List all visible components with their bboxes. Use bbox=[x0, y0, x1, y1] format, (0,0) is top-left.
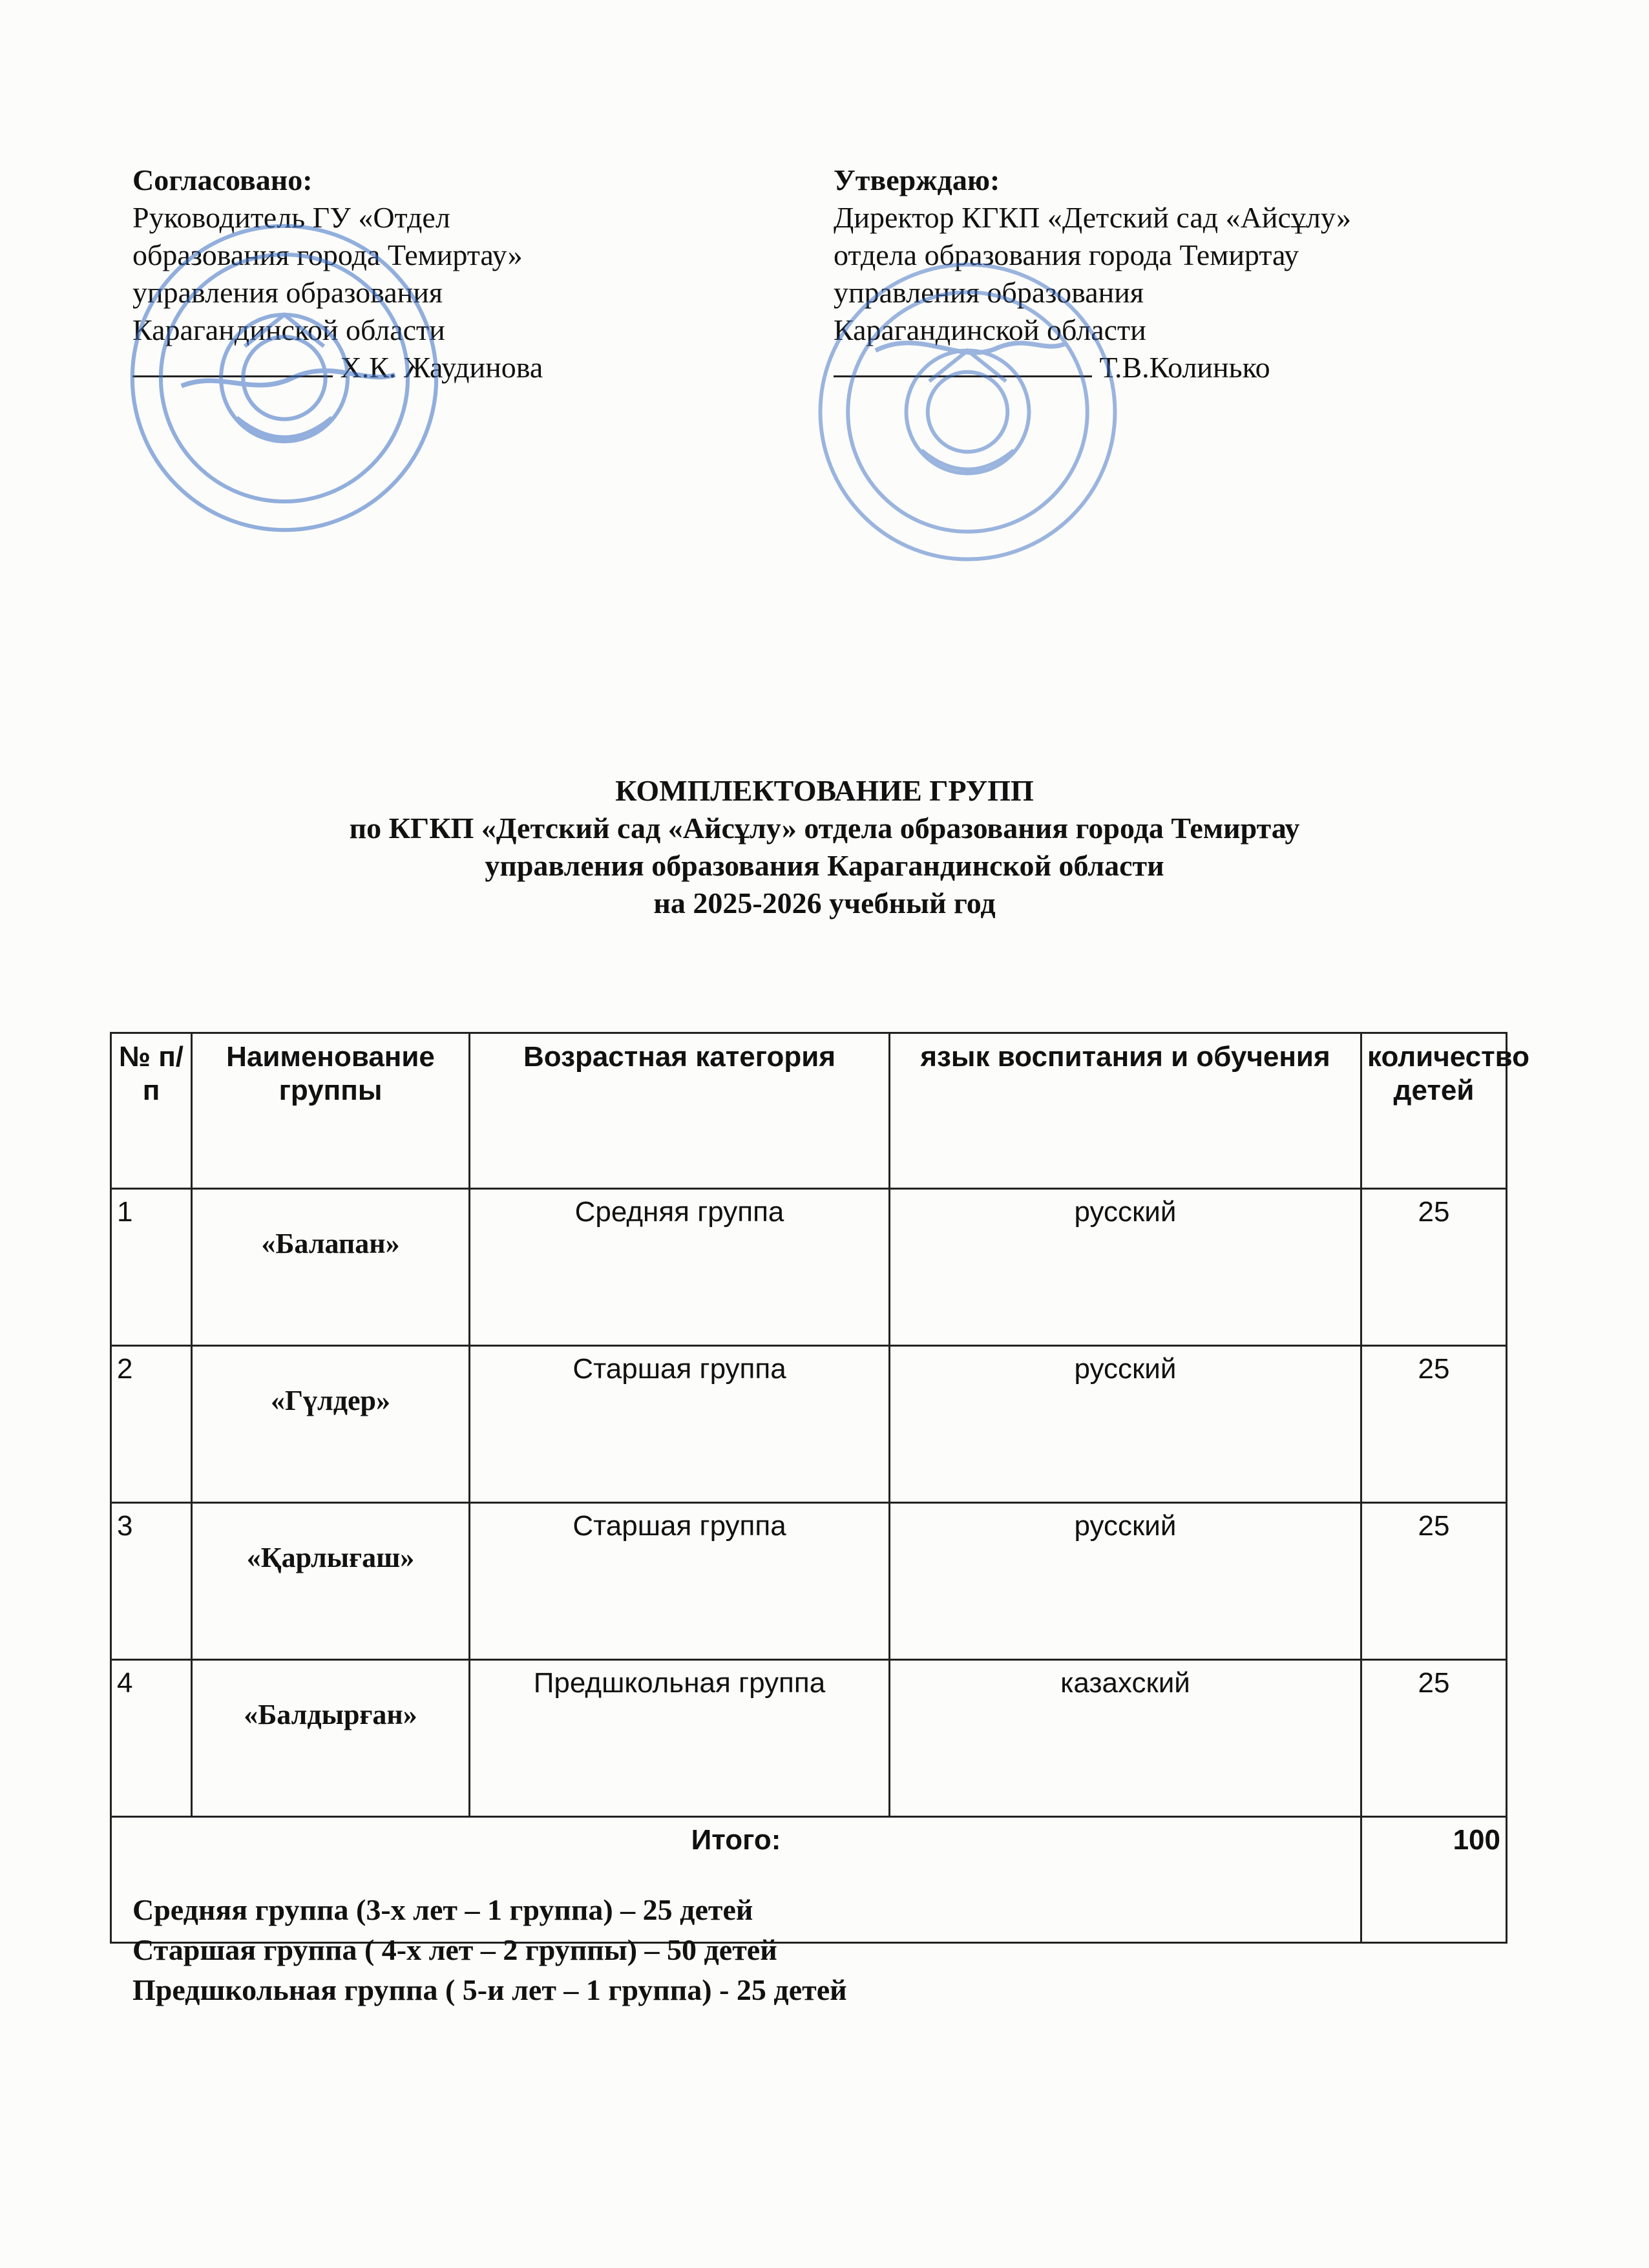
groups-table bbox=[110, 1032, 1530, 1944]
signature-line bbox=[132, 350, 333, 377]
document-subtitle: управления образования Карагандинской области bbox=[485, 849, 1164, 882]
right-signature-row bbox=[834, 349, 1351, 386]
signature-line bbox=[834, 350, 1092, 377]
total-value: 100 bbox=[1361, 1817, 1507, 1943]
document-title: КОМПЛЕКТОВАНИЕ ГРУПП bbox=[615, 774, 1034, 807]
left-approval-line: образования города Темиртау» bbox=[132, 238, 523, 271]
right-signatory: Т.В.Колинько bbox=[1099, 351, 1270, 384]
row-num: 2 bbox=[111, 1346, 192, 1503]
document-title-block bbox=[0, 772, 1649, 922]
table-row bbox=[111, 1660, 1507, 1817]
right-approval-line: управления образования bbox=[834, 276, 1144, 309]
row-language: русский bbox=[890, 1346, 1361, 1503]
right-approval-line: отдела образования города Темиртау bbox=[834, 238, 1299, 271]
header-group-name: Наименование группы bbox=[192, 1033, 470, 1189]
row-group-name: «Гүлдер» bbox=[192, 1346, 470, 1503]
row-group-name: «Қарлығаш» bbox=[192, 1503, 470, 1660]
header-language: язык воспитания и обучения bbox=[890, 1033, 1361, 1189]
left-approval-line: Руководитель ГУ «Отдел bbox=[132, 201, 450, 234]
row-num: 4 bbox=[111, 1660, 192, 1817]
left-approval-heading: Согласовано: bbox=[132, 163, 313, 196]
right-approval-heading: Утверждаю: bbox=[834, 163, 1000, 196]
row-language: русский bbox=[890, 1503, 1361, 1660]
summary-line: Старшая группа ( 4-х лет – 2 группы) – 50 детей bbox=[132, 1933, 777, 1966]
left-signature-row bbox=[132, 349, 543, 386]
right-approval-line: Карагандинской области bbox=[834, 313, 1146, 346]
left-approval-line: управления образования bbox=[132, 276, 443, 309]
total-label: Итого: bbox=[111, 1817, 1361, 1943]
document-subtitle: на 2025-2026 учебный год bbox=[653, 887, 996, 919]
row-age-category: Старшая группа bbox=[470, 1503, 890, 1660]
right-approval-line: Директор КГКП «Детский сад «Айсұлу» bbox=[834, 201, 1352, 234]
summary-block bbox=[132, 1890, 847, 2010]
table-header-row bbox=[111, 1033, 1507, 1189]
row-group-name: «Балапан» bbox=[192, 1189, 470, 1346]
row-children-count: 25 bbox=[1361, 1189, 1507, 1346]
header-age-category: Возрастная категория bbox=[470, 1033, 890, 1189]
right-approval-block bbox=[834, 162, 1351, 386]
summary-line: Предшкольная группа ( 5-и лет – 1 группа) - 25 детей bbox=[132, 1973, 847, 2006]
table-row bbox=[111, 1346, 1507, 1503]
left-approval-block bbox=[132, 162, 543, 386]
row-children-count: 25 bbox=[1361, 1660, 1507, 1817]
row-num: 1 bbox=[111, 1189, 192, 1346]
row-age-category: Предшкольная группа bbox=[470, 1660, 890, 1817]
row-num: 3 bbox=[111, 1503, 192, 1660]
row-children-count: 25 bbox=[1361, 1503, 1507, 1660]
table-row bbox=[111, 1503, 1507, 1660]
left-approval-line: Карагандинской области bbox=[132, 313, 445, 346]
row-language: русский bbox=[890, 1189, 1361, 1346]
header-num: № п/п bbox=[111, 1033, 192, 1189]
header-children-count: количество детей bbox=[1361, 1033, 1507, 1189]
document-subtitle: по КГКП «Детский сад «Айсұлу» отдела образования города Темиртау bbox=[349, 812, 1300, 845]
row-age-category: Старшая группа bbox=[470, 1346, 890, 1503]
summary-line: Средняя группа (3-х лет – 1 группа) – 25 детей bbox=[132, 1893, 753, 1926]
left-signatory: Х.К. Жаудинова bbox=[340, 351, 543, 384]
row-children-count: 25 bbox=[1361, 1346, 1507, 1503]
row-age-category: Средняя группа bbox=[470, 1189, 890, 1346]
row-group-name: «Балдырған» bbox=[192, 1660, 470, 1817]
table-row bbox=[111, 1189, 1507, 1346]
row-language: казахский bbox=[890, 1660, 1361, 1817]
